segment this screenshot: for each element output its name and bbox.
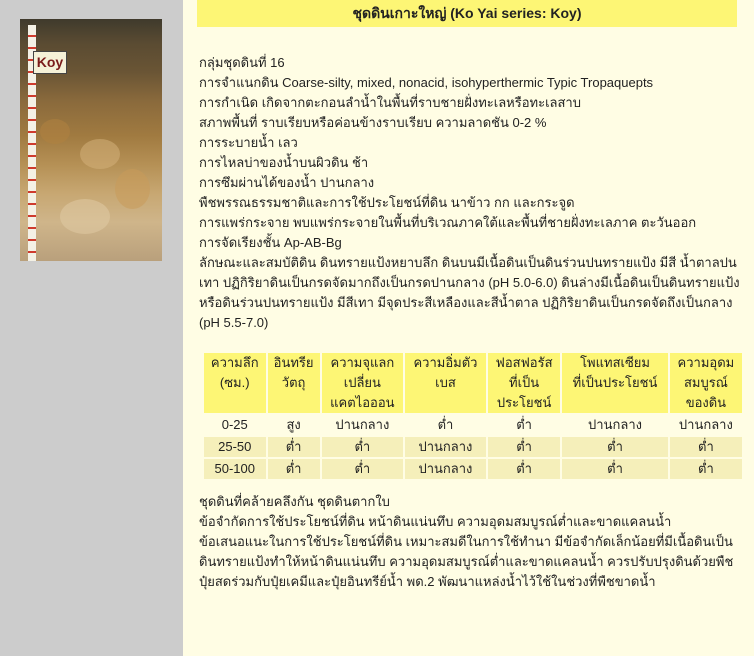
soil-characteristics: ลักษณะและสมบัติดิน ดินทรายแป้งหยาบลึก ดินบนมีเนื้อดินเป็นดินร่วนปนทรายแป้ง มีสี น้ำตาลปนเทา ปฏิกิริยาดินเป็นกรดจัดมากถึงเป็นกรดปานกลาง (pH 5.0-6.0) ดินล่างมีเนื้อดินเป็นดินทรายแป้งหรือดินร่วนปนทรายแป้ง มีสีเทา มีจุดประสีเหลืองและสีน้ำตาล ปฏิกิริยาดินเป็นกรดจัดถึงเป็นกลาง (pH 5.5-7.0) (199, 255, 740, 330)
table-row (204, 459, 742, 479)
soil-info (199, 53, 744, 333)
table-cell: ปานกลาง (405, 459, 486, 479)
table-cell: ต่ำ (268, 459, 320, 479)
table-cell: ต่ำ (268, 437, 320, 457)
info-line: การจัดเรียงชั้น Ap-AB-Bg (199, 235, 342, 250)
table-cell: 0-25 (204, 415, 266, 435)
page-title: ชุดดินเกาะใหญ่ (Ko Yai series: Koy) (197, 0, 737, 27)
table-cell: ต่ำ (562, 437, 667, 457)
table-cell: ต่ำ (562, 459, 667, 479)
info-line: การจำแนกดิน Coarse-silty, mixed, nonacid, isohyperthermic Typic Tropaquepts (199, 75, 654, 90)
info-line: การซึมผ่านได้ของน้ำ ปานกลาง (199, 175, 375, 190)
header-cec: ความจุแลก เปลี่ยน แคตไอออน (322, 353, 403, 413)
header-base-saturation: ความอิ่มตัว เบส (405, 353, 486, 413)
table-row (204, 415, 742, 435)
table-header-row (204, 353, 742, 413)
soil-notes (199, 492, 744, 592)
table-cell: ต่ำ (670, 459, 742, 479)
main-content (183, 0, 754, 656)
table-cell: ปานกลาง (322, 415, 403, 435)
table-cell: ต่ำ (670, 437, 742, 457)
header-fertility: ความอุดม สมบูรณ์ ของดิน (670, 353, 742, 413)
soil-code-label: Koy (33, 51, 67, 74)
table-cell: ปานกลาง (670, 415, 742, 435)
header-potassium: โพแทสเซียม ที่เป็นประโยชน์ (562, 353, 667, 413)
header-depth: ความลึก (ซม.) (204, 353, 266, 413)
info-line: การไหลบ่าของน้ำบนผิวดิน ช้า (199, 155, 369, 170)
land-use-recommendations: ข้อเสนอแนะในการใช้ประโยชน์ที่ดิน เหมาะสมดีในการใช้ทำนา มีข้อจำกัดเล็กน้อยที่มีเนื้อดินเป็นดินทรายแป้งทำให้หน้าดินแน่นทึบ ความอุดมสมบูรณ์ต่ำและขาดแคลนน้ำ ควรปรับปรุงดินด้วยพืชปุ๋ยสดร่วมกับปุ๋ยเคมีและปุ๋ยอินทรีย์น้ำ พด.2 พัฒนาแหล่งน้ำไว้ใช้ในช่วงที่พืชขาดน้ำ (199, 534, 734, 589)
info-line: พืชพรรณธรรมชาติและการใช้ประโยชน์ที่ดิน นาข้าว กก และกระจูด (199, 195, 575, 210)
similar-series: ชุดดินที่คล้ายคลึงกัน ชุดดินตากใบ (199, 494, 390, 509)
sidebar (0, 0, 183, 656)
soil-profile-photo (20, 19, 162, 261)
land-use-limitations: ข้อจำกัดการใช้ประโยชน์ที่ดิน หน้าดินแน่นทึบ ความอุดมสมบูรณ์ต่ำและขาดแคลนน้ำ (199, 514, 672, 529)
table-cell: ต่ำ (322, 437, 403, 457)
soil-properties-table (202, 351, 744, 481)
info-line: กลุ่มชุดดินที่ 16 (199, 55, 285, 70)
info-line: การระบายน้ำ เลว (199, 135, 298, 150)
table-cell: สูง (268, 415, 320, 435)
table-cell: ต่ำ (488, 437, 560, 457)
table-cell: ต่ำ (322, 459, 403, 479)
info-line: การกำเนิด เกิดจากตะกอนลำน้ำในพื้นที่ราบชายฝั่งทะเลหรือทะเลสาบ (199, 95, 581, 110)
table-cell: ต่ำ (488, 459, 560, 479)
table-cell: ปานกลาง (405, 437, 486, 457)
table-cell: ต่ำ (488, 415, 560, 435)
table-cell: 50-100 (204, 459, 266, 479)
table-cell: ปานกลาง (562, 415, 667, 435)
header-organic-matter: อินทรีย วัตถุ (268, 353, 320, 413)
info-line: การแพร่กระจาย พบแพร่กระจายในพื้นที่บริเวณภาคใต้และพื้นที่ชายฝั่งทะเลภาค ตะวันออก (199, 215, 697, 230)
header-phosphorus: ฟอสฟอรัส ที่เป็น ประโยชน์ (488, 353, 560, 413)
table-row (204, 437, 742, 457)
table-cell: 25-50 (204, 437, 266, 457)
table-cell: ต่ำ (405, 415, 486, 435)
info-line: สภาพพื้นที่ ราบเรียบหรือค่อนข้างราบเรียบ ความลาดชัน 0-2 % (199, 115, 547, 130)
